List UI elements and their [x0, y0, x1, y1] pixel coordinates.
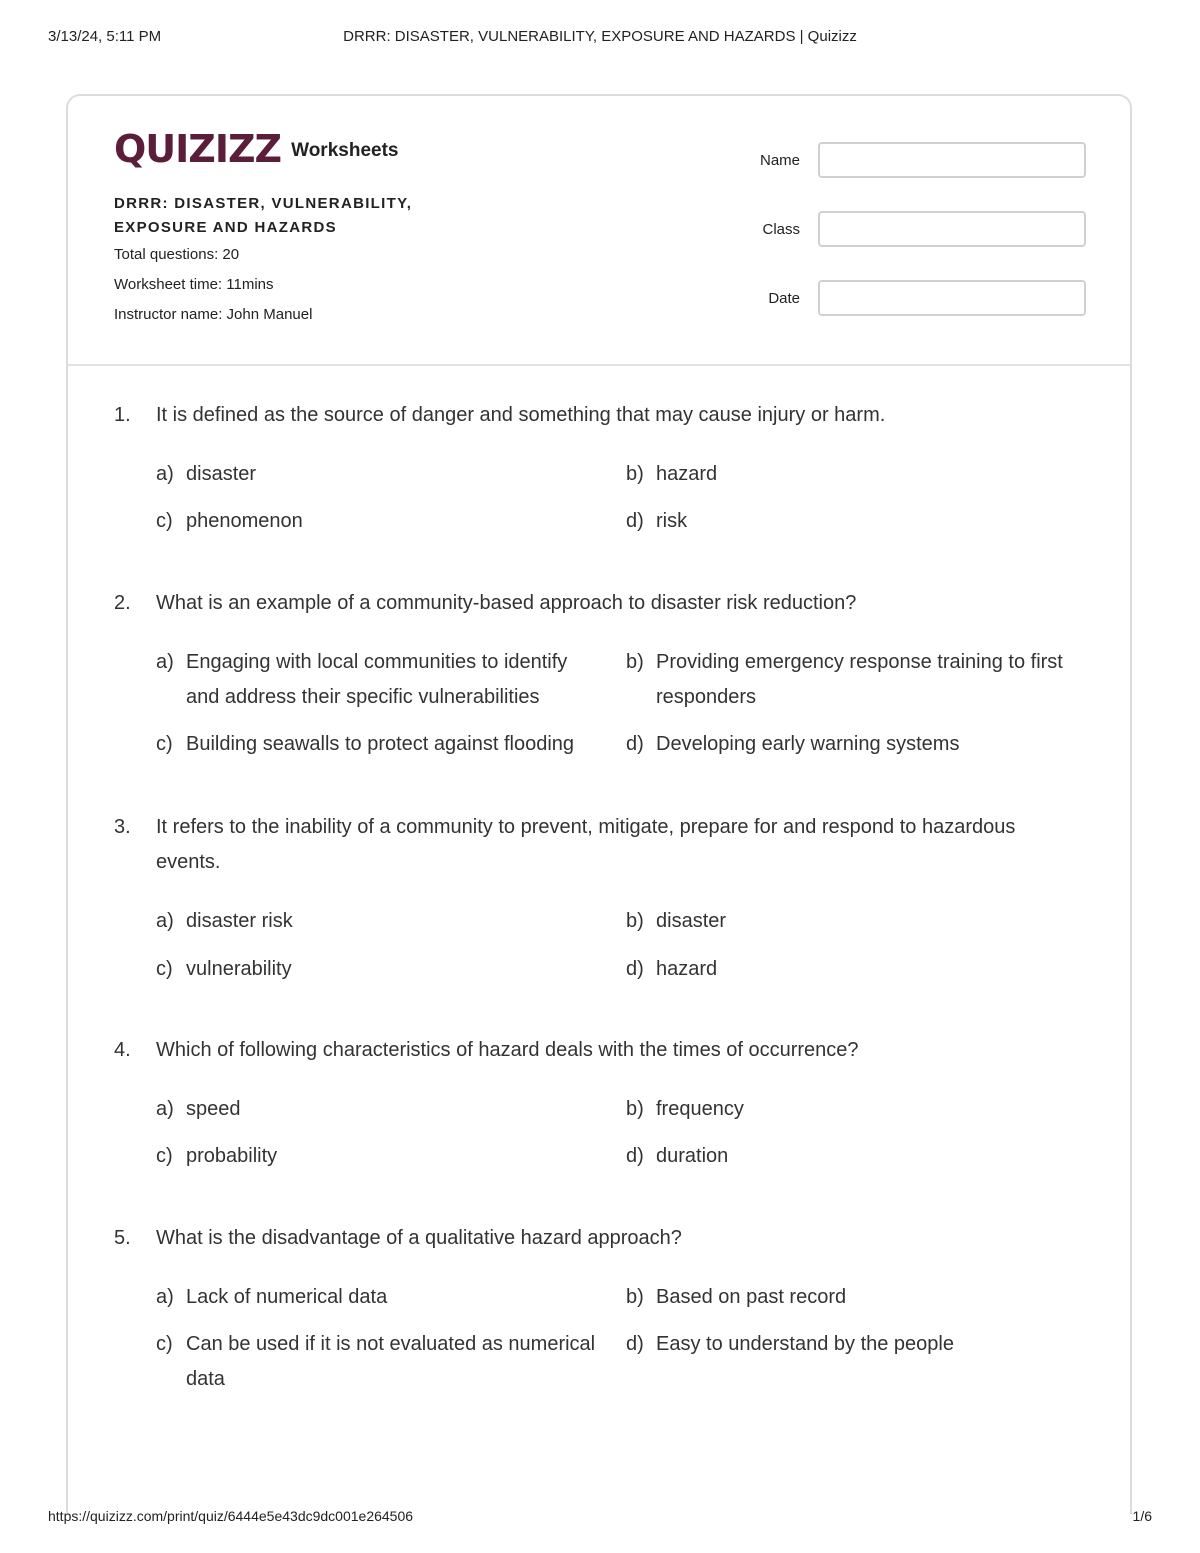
date-label: Date	[768, 290, 800, 307]
answer-option	[156, 952, 606, 987]
answer-option	[626, 457, 1076, 492]
question-number: 2.	[114, 592, 131, 614]
total-questions: Total questions: 20	[114, 246, 240, 263]
option-text: vulnerability	[186, 958, 292, 980]
option-letter: a)	[156, 1098, 174, 1120]
option-letter: d)	[626, 958, 644, 980]
option-letter: c)	[156, 510, 173, 532]
answer-option	[626, 645, 1076, 715]
answer-option	[156, 457, 606, 492]
answer-option	[156, 727, 606, 762]
option-letter: a)	[156, 651, 174, 673]
answer-option	[156, 1092, 606, 1127]
option-text: frequency	[656, 1098, 744, 1120]
option-letter: b)	[626, 651, 644, 673]
option-text: disaster	[656, 910, 727, 932]
option-text: hazard	[656, 463, 718, 485]
option-letter: b)	[626, 910, 644, 932]
option-letter: a)	[156, 910, 174, 932]
print-page-title: DRRR: DISASTER, VULNERABILITY, EXPOSURE AND HAZARDS | Quizizz	[343, 28, 857, 45]
worksheet-time: Worksheet time: 11mins	[114, 276, 274, 293]
option-text: probability	[186, 1145, 278, 1167]
worksheet-header	[68, 96, 1130, 366]
option-letter: b)	[626, 463, 644, 485]
option-letter: b)	[626, 1098, 644, 1120]
question-text: What is an example of a community-based approach to disaster risk reduction?	[156, 592, 857, 614]
option-letter: c)	[156, 1333, 173, 1355]
question-text: What is the disadvantage of a qualitative hazard approach?	[156, 1227, 682, 1249]
name-label: Name	[759, 152, 800, 169]
answer-option	[156, 504, 606, 539]
answer-option	[626, 1139, 1076, 1174]
option-text: Engaging with local communities to identify and address their specific vulnerabilities	[186, 651, 568, 708]
option-text: Lack of numerical data	[186, 1286, 388, 1308]
class-field[interactable]	[818, 211, 1086, 247]
option-letter: c)	[156, 1145, 173, 1167]
option-text: Can be used if it is not evaluated as numerical data	[186, 1333, 596, 1390]
option-text: risk	[656, 510, 688, 532]
answer-option	[156, 904, 606, 939]
question-number: 4.	[114, 1039, 131, 1061]
option-text: phenomenon	[186, 510, 303, 532]
option-text: speed	[186, 1098, 241, 1120]
option-letter: d)	[626, 1333, 644, 1355]
question-number: 5.	[114, 1227, 131, 1249]
answer-option	[626, 1327, 1076, 1362]
answer-option	[626, 504, 1076, 539]
option-text: Easy to understand by the people	[656, 1333, 954, 1355]
answer-option	[626, 1092, 1076, 1127]
option-letter: d)	[626, 733, 644, 755]
answer-option	[156, 1327, 606, 1397]
option-letter: c)	[156, 733, 173, 755]
question-number: 1.	[114, 404, 131, 426]
worksheet-card	[66, 94, 1132, 1514]
brand	[114, 127, 399, 171]
question-text: It refers to the inability of a community to prevent, mitigate, prepare for and respond to hazardous events.	[156, 816, 1016, 873]
question-number: 3.	[114, 816, 131, 838]
worksheet-title: DRRR: DISASTER, VULNERABILITY, EXPOSURE AND HAZARDS	[114, 195, 413, 236]
option-text: disaster	[186, 463, 257, 485]
option-text: duration	[656, 1145, 729, 1167]
answer-option	[626, 904, 1076, 939]
option-text: Building seawalls to protect against flooding	[186, 733, 575, 755]
option-letter: a)	[156, 1286, 174, 1308]
print-url: https://quizizz.com/print/quiz/6444e5e43dc9dc001e264506	[48, 1508, 414, 1524]
date-field[interactable]	[818, 280, 1086, 316]
name-field[interactable]	[818, 142, 1086, 178]
answer-option	[156, 1280, 606, 1315]
option-text: Providing emergency response training to first responders	[656, 651, 1063, 708]
option-text: Developing early warning systems	[656, 733, 960, 755]
question-text: It is defined as the source of danger and something that may cause injury or harm.	[156, 404, 886, 426]
quizizz-logo: QUIZIZZ	[114, 127, 282, 171]
option-text: Based on past record	[656, 1286, 847, 1308]
answer-option	[156, 645, 606, 715]
option-text: hazard	[656, 958, 718, 980]
option-text: disaster risk	[186, 910, 293, 932]
option-letter: b)	[626, 1286, 644, 1308]
option-letter: d)	[626, 1145, 644, 1167]
page-number: 1/6	[1132, 1508, 1152, 1524]
option-letter: a)	[156, 463, 174, 485]
answer-option	[626, 1280, 1076, 1315]
print-datetime: 3/13/24, 5:11 PM	[48, 28, 162, 45]
instructor-name: Instructor name: John Manuel	[114, 306, 313, 323]
answer-option	[156, 1139, 606, 1174]
question-text: Which of following characteristics of hazard deals with the times of occurrence?	[156, 1039, 859, 1061]
answer-option	[626, 952, 1076, 987]
brand-subtitle: Worksheets	[291, 140, 399, 161]
answer-option	[626, 727, 1076, 762]
option-letter: c)	[156, 958, 173, 980]
option-letter: d)	[626, 510, 644, 532]
class-label: Class	[762, 221, 800, 238]
